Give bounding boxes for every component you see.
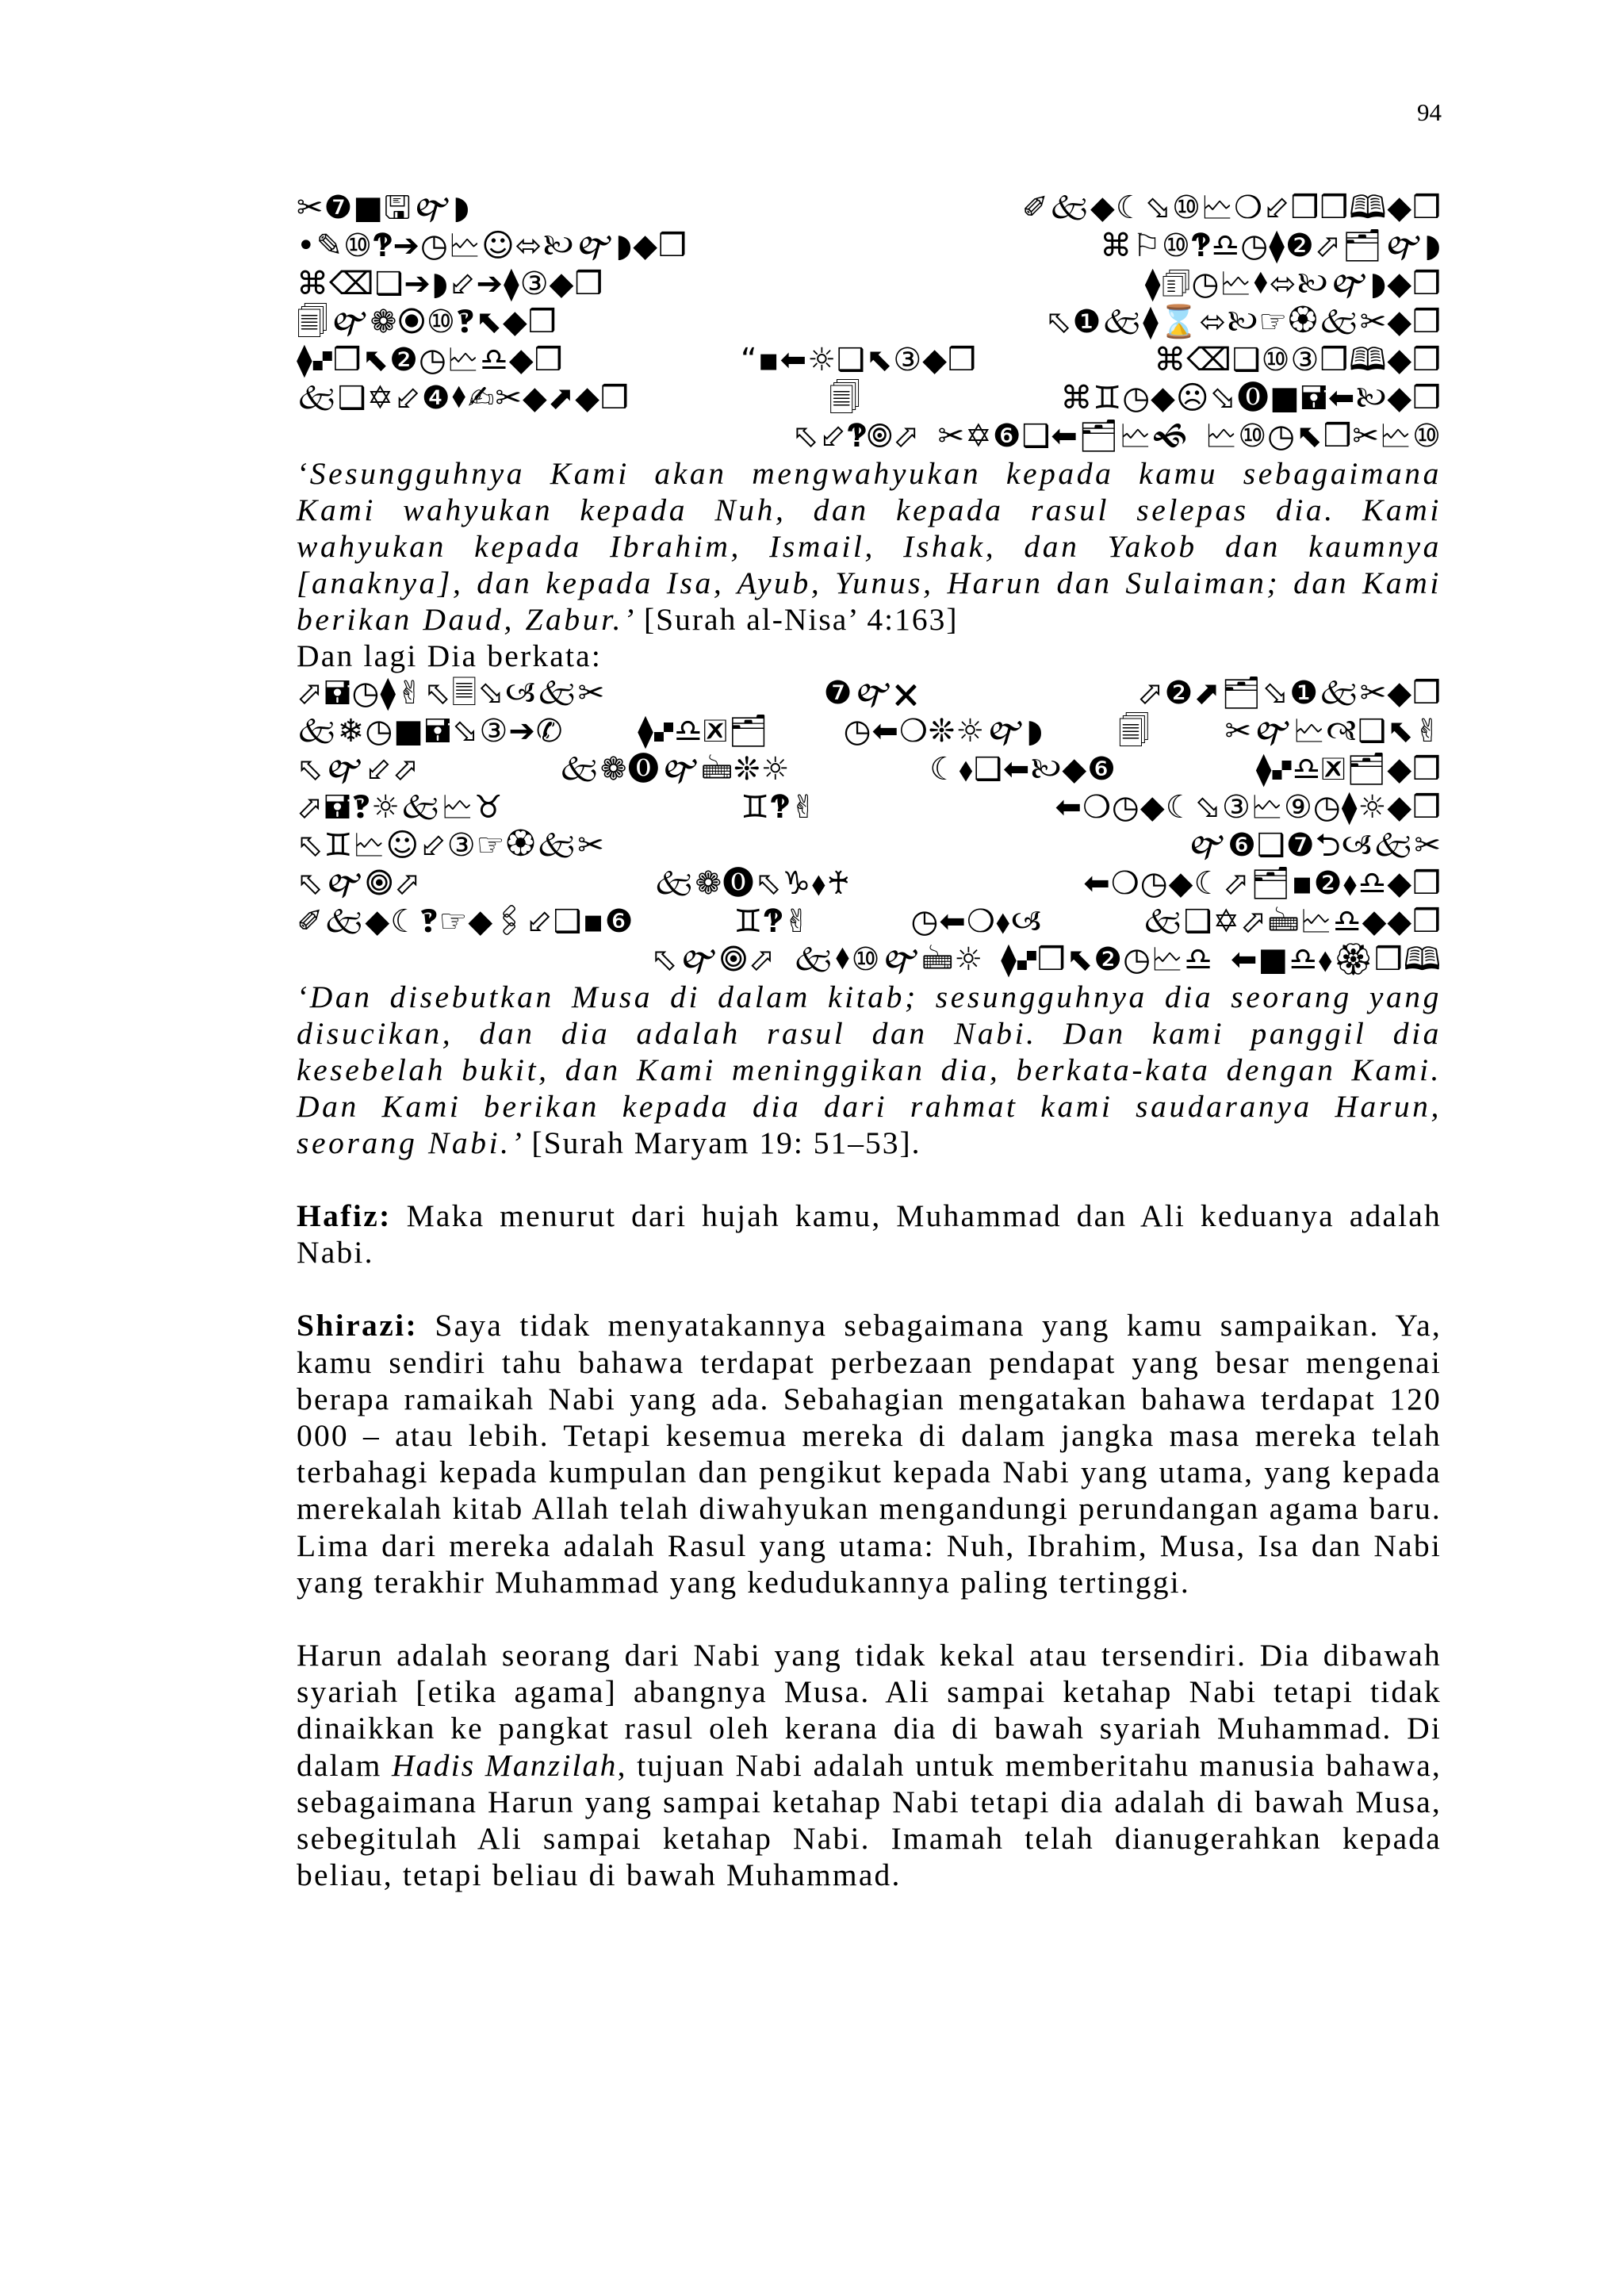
arabic-verse-line bbox=[297, 189, 1442, 227]
arabic-verse-segment: ✐🙵◆☾⬂⑩🗠❍⬃❒❒🕮◆❒ bbox=[1021, 190, 1442, 226]
arabic-verse-segment: ⧫🙾❒⬉❷◷🗠♎◆❒ bbox=[297, 342, 564, 378]
emphasized-term: Hadis Manzilah bbox=[391, 1747, 618, 1783]
arabic-verse-line bbox=[297, 227, 1442, 265]
arabic-verse-segment: ⧫🙾❒⬉❷◷🗠♎ bbox=[1001, 941, 1214, 978]
arabic-verse-segment: ⬅❍◷◆☾⬂③🗠⑨◷⧫☼◆❒ bbox=[1055, 789, 1442, 826]
arabic-verse-segment: ♊🙻✌ bbox=[741, 789, 818, 826]
speaker-name: Shirazi: bbox=[297, 1308, 419, 1343]
arabic-verse-segment: ⬁🙰🞋⬀ bbox=[650, 941, 776, 978]
arabic-verse-segment: ⬅❍◷◆☾⬀🗂▪❷⬧♎◆❒ bbox=[1083, 865, 1442, 902]
arabic-verse-segment: ⬁🙰🞋⬀ bbox=[297, 865, 422, 902]
arabic-verse-line bbox=[297, 941, 1442, 979]
speaker-text: Saya tidak menyatakannya sebagaimana yang kamu sampaikan. Ya, kamu sendiri tahu bahawa terdapat perbezaan pendapat yang besar mengenai berapa ramaikah Nabi yang ada. Sebahagian mengatakan bahawa terdapat 120 000 – atau lebih. Tetapi kesemua mereka di dalam jangka masa mereka telah terbahagi kepada kumpulan dan pengikut kepada Nabi yang utama, yang kepada merekalah kitab Allah telah diwahyukan mengandungi perundangan agama baru. Lima dari mereka adalah Rasul yang utama: Nuh, Ibrahim, Musa, Isa dan Nabi yang terakhir Muhammad yang kedudukannya paling tertinggi. bbox=[297, 1308, 1442, 1600]
arabic-verse-segment: ⬅■♎⬧🏵❒🕮 bbox=[1231, 941, 1442, 978]
arabic-verse-segment: “▪⬅☼❑⬉③◆❒ bbox=[740, 342, 977, 378]
verse-translation-1 bbox=[297, 455, 1442, 638]
arabic-verse-segment: ⌘⌫❑⑩③❒🕮◆❒ bbox=[1154, 342, 1442, 378]
arabic-verse-segment: 🗐 bbox=[829, 380, 862, 416]
verse-translation-2 bbox=[297, 979, 1442, 1161]
arabic-verse-segment: ◷⬅❍⬧🙢 bbox=[910, 903, 1043, 940]
arabic-verse-line bbox=[297, 674, 1442, 712]
arabic-verse-segment: ⬀🖬◷⧫✌⬁🗏⬂🙢🙵✂ bbox=[297, 675, 606, 711]
verse-translation-text: ‘Sesungguhnya Kami akan mengwahyukan kepada kamu sebagaimana Kami wahyukan kepada Nuh, dan kepada rasul selepas dia. Kami wahyukan kepada Ibrahim, Ismail, Ishak, dan Yakob dan kaumnya [anaknya], dan kepada Isa, Ayub, Yunus, Harun dan Sulaiman; dan Kami berikan Daud, Zabur.’ bbox=[297, 456, 1442, 637]
arabic-verse-segment: ⬀🖬🙻☼🙵🗠♉ bbox=[297, 789, 504, 826]
arabic-verse-line bbox=[297, 379, 1442, 417]
arabic-verse-segment: ⧫🗊◷🗠⬧⬄🙠🙰◗◆❒ bbox=[1144, 266, 1442, 302]
page-number: 94 bbox=[1417, 98, 1442, 126]
arabic-verse-segment: 🙵❁⓿⬁♑⬧♰ bbox=[653, 865, 852, 902]
arabic-verse-line bbox=[297, 750, 1442, 788]
verse-intro: Dan lagi Dia berkata: bbox=[297, 638, 603, 673]
body-paragraph bbox=[297, 1637, 1442, 1893]
arabic-verse-segment: 🙰❻❑❼⮌🙢🙵✂ bbox=[1186, 827, 1442, 864]
arabic-verse-block-2 bbox=[297, 674, 1442, 979]
verse-reference: [Surah Maryam 19: 51–53]. bbox=[531, 1125, 921, 1160]
arabic-verse-line bbox=[297, 826, 1442, 864]
arabic-verse-segment: ⬀❷⬈🗂⬂❶🙵✂◆❒ bbox=[1137, 675, 1442, 711]
arabic-verse-segment: 🙵❄◷■🖬⬂③➔✆ bbox=[297, 713, 564, 749]
paragraph-text: , tujuan Nabi adalah untuk memberitahu manusia bahawa, sebagaimana Harun yang sampai ketahap Nabi tetapi dia adalah di bawah Musa, sebegitulah Ali sampai ketahap Nabi. Imamah telah dianugerahkan kepada beliau, tetapi beliau di bawah Muhammad. bbox=[297, 1747, 1442, 1893]
arabic-verse-line bbox=[297, 788, 1442, 826]
arabic-verse-segment: ❼🙰🗙 bbox=[823, 675, 919, 711]
arabic-verse-segment: ✐🙵◆☾🙻☞◆🖇⬃❑▪❻ bbox=[297, 903, 634, 940]
arabic-verse-segment: ✂✡❻❑⬅🗂🗠🙜 bbox=[937, 418, 1189, 454]
speaker-name: Hafiz: bbox=[297, 1198, 392, 1233]
arabic-verse-segment: ⌘♊◷◆☹⬂⓿■🖬⬅🙠◆❒ bbox=[1060, 380, 1442, 416]
arabic-verse-segment: ☾⬧❑⬅🙠◆❻ bbox=[929, 751, 1117, 788]
arabic-verse-segment: ⧫🙾♎🗷🗂 bbox=[638, 713, 769, 749]
arabic-verse-segment: 🗐 bbox=[1117, 713, 1151, 749]
arabic-verse-segment: •✎⑩🙻➔◷🗠☺⬄🙠🙰◗◆❒ bbox=[297, 228, 688, 264]
arabic-verse-segment: 🙵❁⓿🙰🖮❊☼ bbox=[559, 751, 791, 788]
arabic-verse-segment: ♊🙻✌ bbox=[733, 903, 811, 940]
arabic-verse-segment: ⌘⚐⑩🙻♎◷⧫❷⬀🗂🙰◗ bbox=[1100, 228, 1442, 264]
arabic-verse-segment: 🗐🙰❁⦿⑩🙻⬉◆❒ bbox=[297, 304, 557, 340]
arabic-verse-segment: ⬁❶🙵⧫⌛⬄🙠☞🏵🙵✂◆❒ bbox=[1044, 304, 1442, 340]
page-content bbox=[297, 189, 1442, 1893]
arabic-verse-segment: ⬁🙰⬃⬀ bbox=[297, 751, 420, 788]
arabic-verse-line bbox=[297, 341, 1442, 379]
arabic-verse-segment: ◷⬅❍❊☼🙰◗ bbox=[843, 713, 1044, 749]
arabic-verse-segment: ⧫🙾♎🗷🗂◆❒ bbox=[1255, 751, 1442, 788]
arabic-verse-block-1 bbox=[297, 189, 1442, 455]
arabic-verse-line bbox=[297, 417, 1442, 455]
arabic-verse-segment: ✂❼■🖫🙰◗ bbox=[297, 190, 471, 226]
arabic-verse-segment: ⬁⬃🙻🞋⬀ bbox=[791, 418, 921, 454]
arabic-verse-segment: ⬁♊🗠☺⬃③☞🏵🙵✂ bbox=[297, 827, 605, 864]
arabic-verse-line bbox=[297, 303, 1442, 341]
arabic-verse-line bbox=[297, 903, 1442, 941]
arabic-verse-line bbox=[297, 864, 1442, 903]
verse-translation-text: ‘Dan disebutkan Musa di dalam kitab; sesungguhnya dia seorang yang disucikan, dan dia adalah rasul dan Nabi. Dan kami panggil dia kesebelah bukit, dan Kami meninggikan dia, berkata-kata dengan Kami. Dan Kami berikan kepada dia dari rahmat kami saudaranya Harun, seorang Nabi.’ bbox=[297, 979, 1442, 1160]
paragraph-text: Harun adalah seorang dari Nabi yang tidak kekal atau tersendiri. Dia dibawah syariah [etika agama] abangnya Musa. Ali sampai ketahap Nabi tetapi tidak dinaikkan ke pangkat rasul oleh kerana dia di bawah syariah Muhammad. Di dalam bbox=[297, 1638, 1442, 1783]
speaker-text: Maka menurut dari hujah kamu, Muhammad dan Ali keduanya adalah Nabi. bbox=[297, 1198, 1442, 1271]
arabic-verse-segment: 🙵❑✡⬀🖮🗠♎◆◆❒ bbox=[1142, 903, 1442, 940]
dialogue-hafiz bbox=[297, 1198, 1442, 1271]
arabic-verse-line bbox=[297, 712, 1442, 750]
verse-reference: [Surah al-Nisa’ 4:163] bbox=[644, 602, 959, 637]
arabic-verse-segment: 🙵❑✡⬃❹⬧✍✂◆⬈◆❒ bbox=[297, 380, 630, 416]
arabic-verse-segment: 🗠⑩◷⬉❒✂🗠⑩ bbox=[1205, 418, 1442, 454]
dialogue-shirazi bbox=[297, 1307, 1442, 1600]
arabic-verse-segment: ⌘⌫❑➔◗⬃➔⧫③◆❒ bbox=[297, 266, 604, 302]
arabic-verse-segment: ✂🙰🗠🙣❑⬉✌ bbox=[1224, 713, 1442, 749]
arabic-verse-segment: 🙵⬧⑩🙰🖮☼ bbox=[793, 941, 984, 978]
arabic-verse-line bbox=[297, 265, 1442, 303]
